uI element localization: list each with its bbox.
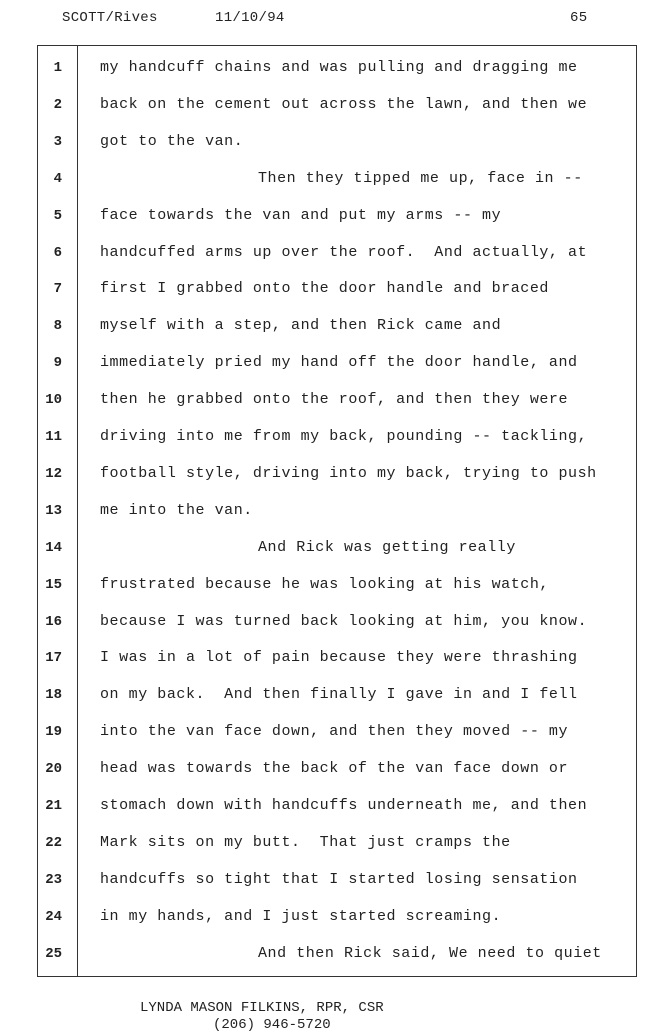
transcript-line: my handcuff chains and was pulling and dragging me <box>100 59 578 76</box>
header-date: 11/10/94 <box>215 10 285 26</box>
transcript-line: face towards the van and put my arms -- my <box>100 206 502 224</box>
court-reporter-phone: (206) 946-5720 <box>213 1017 331 1033</box>
transcript-line: got to the van. <box>100 132 244 150</box>
line-number-rule <box>77 46 78 976</box>
transcript-line: frustrated because he was looking at his watch, <box>100 575 549 593</box>
transcript-line: first I grabbed onto the door handle and braced <box>100 280 549 298</box>
line-number: 24 <box>45 908 62 925</box>
transcript-line: stomach down with handcuffs underneath me, and then <box>100 797 588 814</box>
transcript-line: then he grabbed onto the roof, and then they were <box>100 391 569 409</box>
transcript-line: back on the cement out across the lawn, and then we <box>100 95 588 113</box>
transcript-frame <box>37 45 637 977</box>
line-number: 25 <box>45 945 62 962</box>
line-number: 2 <box>53 96 62 113</box>
line-number: 17 <box>45 650 62 667</box>
line-number: 4 <box>53 170 62 187</box>
transcript-line: I was in a lot of pain because they were thrashing <box>100 649 578 667</box>
line-number: 19 <box>45 724 62 741</box>
line-number: 22 <box>45 834 62 851</box>
line-number: 20 <box>45 761 62 778</box>
transcript-line: driving into me from my back, pounding -- tackling, <box>100 428 588 445</box>
line-number: 9 <box>53 355 62 372</box>
transcript-line: And then Rick said, We need to quiet <box>258 944 602 962</box>
transcript-line: handcuffed arms up over the roof. And actually, at <box>100 243 588 261</box>
line-number: 10 <box>45 392 62 409</box>
court-reporter-name: LYNDA MASON FILKINS, RPR, CSR <box>140 1000 384 1016</box>
page-number: 65 <box>570 10 588 26</box>
transcript-line: myself with a step, and then Rick came and <box>100 317 502 335</box>
header-case-name: SCOTT/Rives <box>62 10 158 26</box>
line-number: 1 <box>53 60 62 76</box>
line-number: 7 <box>53 281 62 298</box>
line-number: 13 <box>45 502 62 519</box>
transcript-line: me into the van. <box>100 501 253 519</box>
line-number: 8 <box>53 318 62 335</box>
line-number: 12 <box>45 465 62 482</box>
transcript-line: Mark sits on my butt. That just cramps the <box>100 833 511 851</box>
transcript-line: head was towards the back of the van face down or <box>100 760 569 778</box>
transcript-line: on my back. And then finally I gave in and I fell <box>100 686 578 704</box>
line-number: 6 <box>53 244 62 261</box>
line-number: 23 <box>45 871 62 888</box>
line-number: 14 <box>45 539 62 556</box>
line-number: 5 <box>53 207 62 224</box>
transcript-line: handcuffs so tight that I started losing sensation <box>100 870 578 888</box>
transcript-line: in my hands, and I just started screaming. <box>100 907 502 925</box>
line-number: 16 <box>45 613 62 630</box>
transcript-line: into the van face down, and then they moved -- my <box>100 723 569 741</box>
transcript-line: immediately pried my hand off the door handle, and <box>100 354 578 372</box>
line-number: 15 <box>45 576 62 593</box>
line-number: 11 <box>45 429 62 445</box>
transcript-line: Then they tipped me up, face in -- <box>258 169 583 187</box>
line-number: 18 <box>45 687 62 704</box>
transcript-line: because I was turned back looking at him, you know. <box>100 612 588 630</box>
transcript-line: And Rick was getting really <box>258 538 516 556</box>
transcript-line: football style, driving into my back, trying to push <box>100 464 597 482</box>
line-number: 21 <box>45 798 62 814</box>
line-number: 3 <box>53 133 62 150</box>
